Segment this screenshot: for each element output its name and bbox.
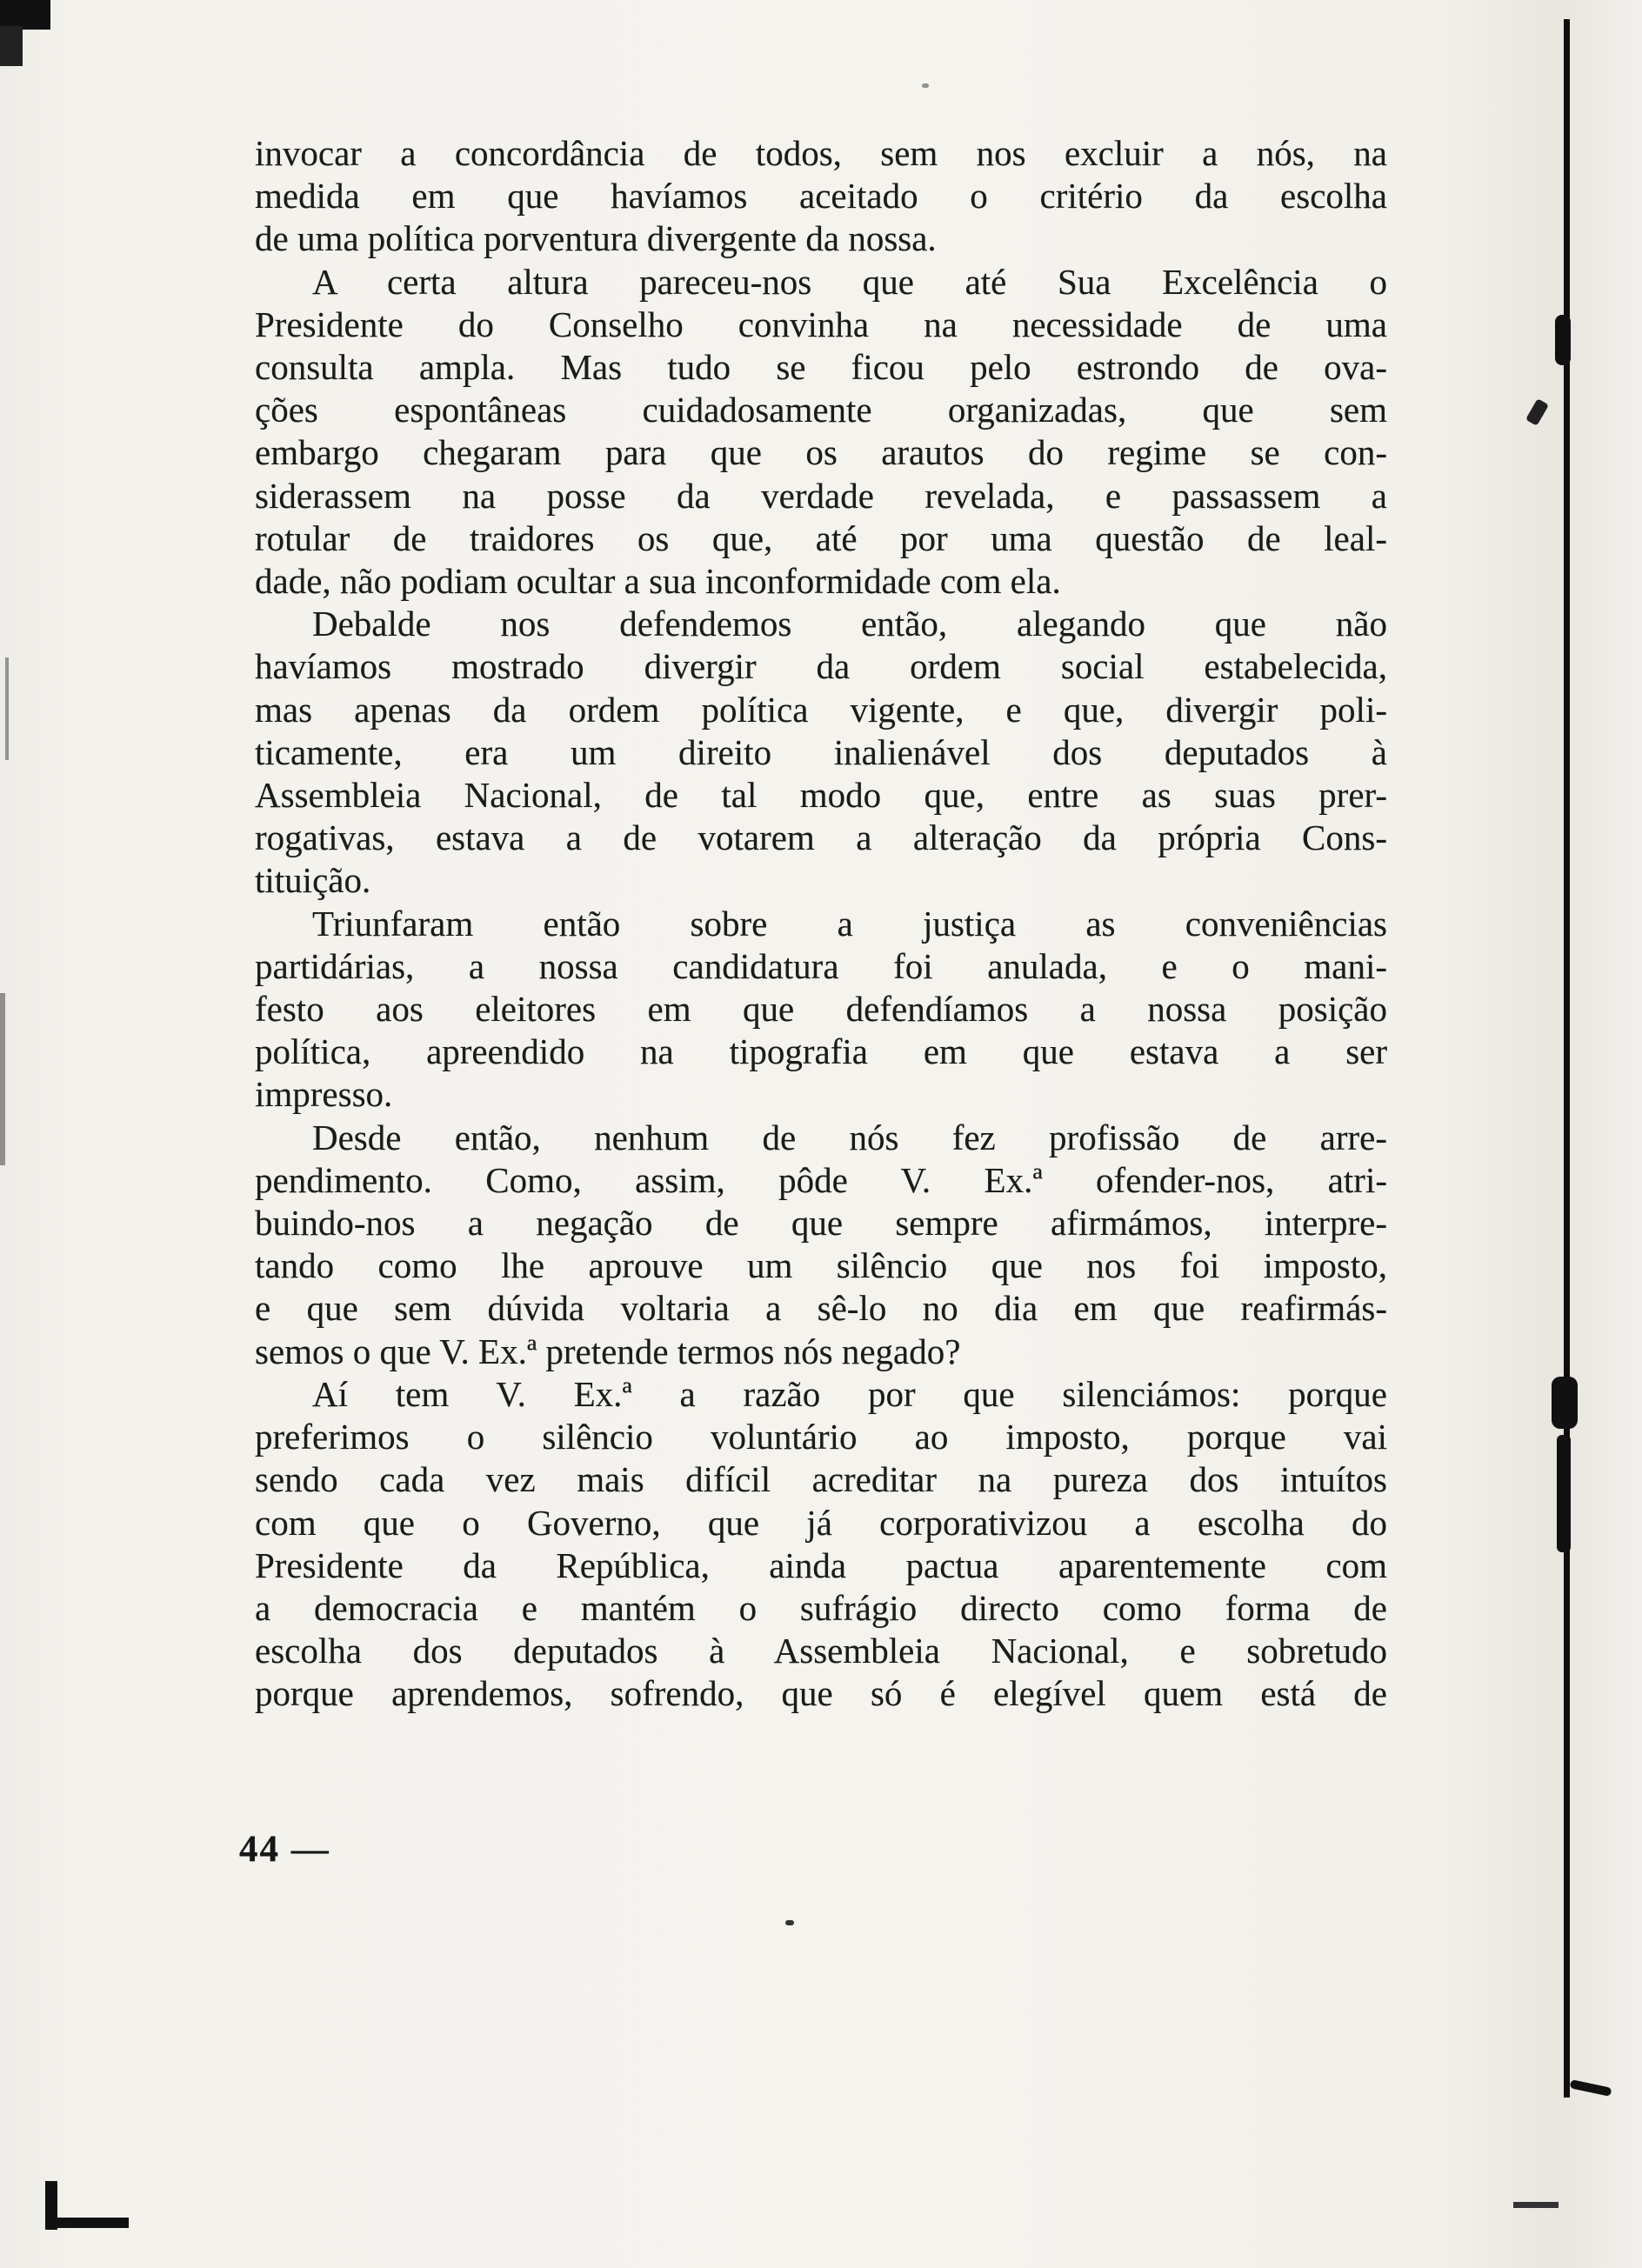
text-line: Triunfaram então sobre a justiça as conveniências xyxy=(312,903,1387,944)
text-line: política, apreendido na tipografia em que estava a ser xyxy=(255,1031,1387,1072)
text-line: Presidente do Conselho convinha na necessidade de uma xyxy=(255,304,1387,344)
text-line: Desde então, nenhum de nós fez profissão de arre- xyxy=(312,1117,1387,1157)
text-line: com que o Governo, que já corporativizou a escolha do xyxy=(255,1502,1387,1543)
text-line: Aí tem V. Ex.ª a razão por que silenciámos: porque xyxy=(312,1373,1387,1414)
scan-artifact-right-blob-2 xyxy=(1552,1377,1578,1429)
text-line: rotular de traidores os que, até por uma questão de leal- xyxy=(255,517,1387,558)
text-line: a democracia e mantém o sufrágio directo como forma de xyxy=(255,1587,1387,1628)
text-line: dade, não podiam ocultar a sua inconformidade com ela. xyxy=(255,561,1061,602)
text-line: Presidente da República, ainda pactua aparentemente com xyxy=(255,1544,1387,1585)
text-line: preferimos o silêncio voluntário ao imposto, porque vai xyxy=(255,1417,1387,1458)
text-line: siderassem na posse da verdade revelada, e passassem a xyxy=(255,475,1387,516)
scan-artifact-left-edge-mark xyxy=(5,657,9,760)
text-line: medida em que havíamos aceitado o critério da escolha xyxy=(255,176,1387,217)
text-line: havíamos mostrado divergir da ordem social estabelecida, xyxy=(255,646,1387,687)
text-line: semos o que V. Ex.ª pretende termos nós negado? xyxy=(255,1331,961,1371)
text-line: porque aprendemos, sofrendo, que só é elegível quem está de xyxy=(255,1673,1387,1714)
scan-artifact-right-blob-3 xyxy=(1557,1435,1571,1552)
text-line: Assembleia Nacional, de tal modo que, entre as suas prer- xyxy=(255,775,1387,816)
text-line: sendo cada vez mais difícil acreditar na pureza dos intuítos xyxy=(255,1459,1387,1500)
text-line: tituição. xyxy=(255,860,371,901)
paragraph xyxy=(255,1373,1387,1716)
scan-artifact-top-left-corner-2 xyxy=(0,26,23,66)
text-line: de uma política porventura divergente da nossa. xyxy=(255,218,937,259)
text-line: ções espontâneas cuidadosamente organizadas, que sem xyxy=(255,390,1387,430)
paragraph xyxy=(255,261,1387,604)
scan-artifact-bottom-left-corner-horizontal xyxy=(45,2218,129,2228)
scan-artifact-bottom-right-hook xyxy=(1569,2079,1612,2097)
text-line: e que sem dúvida voltaria a sê-lo no dia em que reafirmás- xyxy=(255,1288,1387,1329)
scan-artifact-left-edge-mark-2 xyxy=(0,993,5,1165)
scan-artifact-bottom-right-dash xyxy=(1513,2202,1559,2208)
text-line: consulta ampla. Mas tudo se ficou pelo estrondo de ova- xyxy=(255,347,1387,388)
scan-artifact-right-tick xyxy=(1525,398,1549,426)
text-line: impresso. xyxy=(255,1074,393,1115)
paragraph xyxy=(255,603,1387,902)
page-number: 44 — xyxy=(239,1829,330,1870)
paragraph xyxy=(255,132,1387,261)
scan-artifact-speck xyxy=(785,1920,794,1925)
paragraph xyxy=(255,903,1387,1117)
text-line: mas apenas da ordem política vigente, e que, divergir poli- xyxy=(255,689,1387,730)
text-line: ticamente, era um direito inalienável dos deputados à xyxy=(255,731,1387,772)
scan-artifact-speck-2 xyxy=(922,83,929,88)
scan-artifact-top-left-corner xyxy=(0,0,50,30)
text-line: embargo chegaram para que os arautos do regime se con- xyxy=(255,432,1387,473)
text-line: Debalde nos defendemos então, alegando que não xyxy=(312,604,1387,644)
text-line: festo aos eleitores em que defendíamos a nossa posição xyxy=(255,989,1387,1030)
text-line: partidárias, a nossa candidatura foi anulada, e o mani- xyxy=(255,945,1387,986)
text-line: tando como lhe aprouve um silêncio que nos foi imposto, xyxy=(255,1245,1387,1286)
text-line: invocar a concordância de todos, sem nos excluir a nós, na xyxy=(255,133,1387,173)
text-line: buindo-nos a negação de que sempre afirmámos, interpre- xyxy=(255,1203,1387,1244)
text-line: escolha dos deputados à Assembleia Nacional, e sobretudo xyxy=(255,1631,1387,1671)
text-line: A certa altura pareceu-nos que até Sua Excelência o xyxy=(312,261,1387,302)
paragraph xyxy=(255,1117,1387,1373)
text-line: rogativas, estava a de votarem a alteração da própria Cons- xyxy=(255,817,1387,858)
scan-artifact-right-blob-1 xyxy=(1555,315,1571,365)
text-line: pendimento. Como, assim, pôde V. Ex.ª ofender-nos, atri- xyxy=(255,1159,1387,1200)
body-text xyxy=(255,132,1387,1716)
